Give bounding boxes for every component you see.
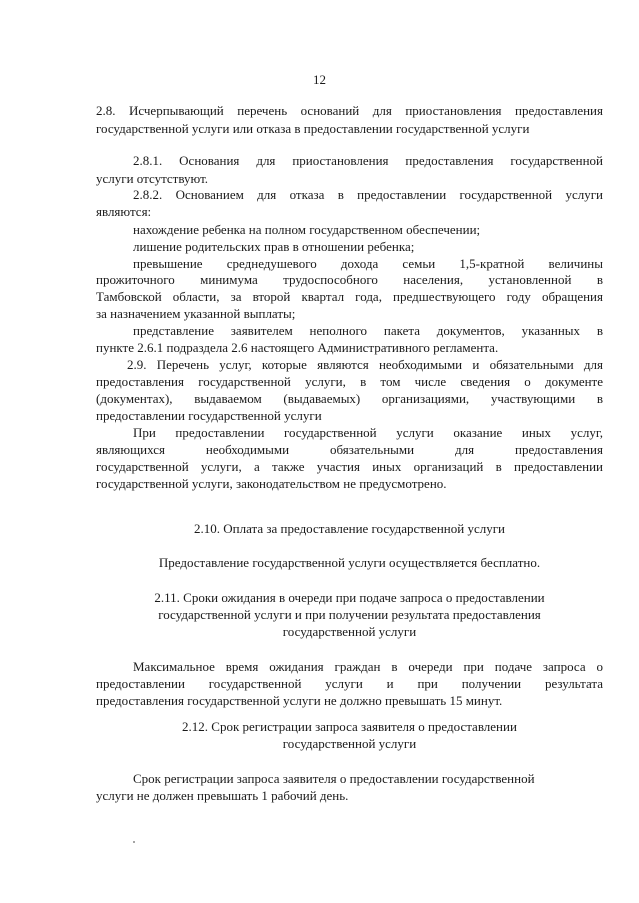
section-2-11-text-line-2: предоставлении государственной услуги и при получении результата (96, 676, 603, 691)
section-2-11-text-line-3: предоставления государственной услуги не должно превышать 15 минут. (96, 693, 503, 708)
section-2-9-line-1: 2.9. Перечень услуг, которые являются необходимыми и обязательными для (127, 357, 603, 372)
para-2-9-text-line-1: При предоставлении государственной услуги оказание иных услуг, (133, 425, 603, 440)
para-2-8-2-line-1: 2.8.2. Основанием для отказа в предоставлении государственной услуги (133, 187, 603, 202)
list-item-3-line-4: за назначением указанной выплаты; (96, 306, 296, 321)
list-item-3-line-3: Тамбовской области, за второй квартал года, предшествующего году обращения (96, 289, 603, 304)
para-2-8-1-line-1: 2.8.1. Основания для приостановления предоставления государственной (133, 153, 603, 168)
section-2-11-heading-line-3: государственной услуги (282, 624, 417, 639)
section-2-11-heading-line-1: 2.11. Сроки ожидания в очереди при подаче запроса о предоставлении (154, 590, 545, 605)
section-2-12-heading-line-2: государственной услуги (282, 736, 417, 751)
section-2-9-line-3: (документах), выдаваемом (выдаваемых) организациями, участвующими в (96, 391, 603, 406)
list-item-4-line-1: представление заявителем неполного пакета документов, указанных в (133, 323, 603, 338)
para-2-9-text-line-3: государственной услуги, а также участия иных организаций в предоставлении (96, 459, 603, 474)
section-2-9-line-2: предоставления государственной услуги, в том числе сведения о документе (96, 374, 603, 389)
section-2-12-text-line-1: Срок регистрации запроса заявителя о предоставлении государственной (133, 771, 535, 786)
section-2-8-heading-line-2: государственной услуги или отказа в предоставлении государственной услуги (96, 121, 530, 136)
section-2-11-heading-line-2: государственной услуги и при получении результата предоставления (158, 607, 541, 622)
list-item-4-line-2: пункте 2.6.1 подраздела 2.6 настоящего Административного регламента. (96, 340, 499, 355)
para-2-9-text-line-4: государственной услуги, законодательством не предусмотрено. (96, 476, 447, 491)
scan-speck (133, 841, 135, 843)
section-2-10-heading: 2.10. Оплата за предоставление государственной услуги (193, 521, 505, 536)
section-2-9-line-4: предоставлении государственной услуги (96, 408, 322, 423)
section-2-11-text-line-1: Максимальное время ожидания граждан в очереди при подаче запроса о (133, 659, 603, 674)
section-2-12-text-line-2: услуги не должен превышать 1 рабочий день. (96, 788, 349, 803)
para-2-9-text-line-2: являющихся необходимыми обязательными для предоставления (96, 442, 603, 457)
para-2-8-2-line-2: являются: (96, 204, 152, 219)
list-item-3-line-1: превышение среднедушевого дохода семьи 1,5-кратной величины (133, 256, 603, 271)
section-2-8-heading-line-1: 2.8. Исчерпывающий перечень оснований для приостановления предоставления (96, 103, 603, 118)
page-number: 12 (313, 72, 326, 87)
section-2-10-text: Предоставление государственной услуги осуществляется бесплатно. (158, 555, 541, 570)
list-item-2: лишение родительских прав в отношении ребенка; (133, 239, 415, 254)
list-item-1: нахождение ребенка на полном государственном обеспечении; (133, 222, 481, 237)
list-item-3-line-2: прожиточного минимума трудоспособного населения, установленной в (96, 272, 603, 287)
para-2-8-1-line-2: услуги отсутствуют. (96, 171, 209, 186)
section-2-12-heading-line-1: 2.12. Срок регистрации запроса заявителя о предоставлении (182, 719, 517, 734)
